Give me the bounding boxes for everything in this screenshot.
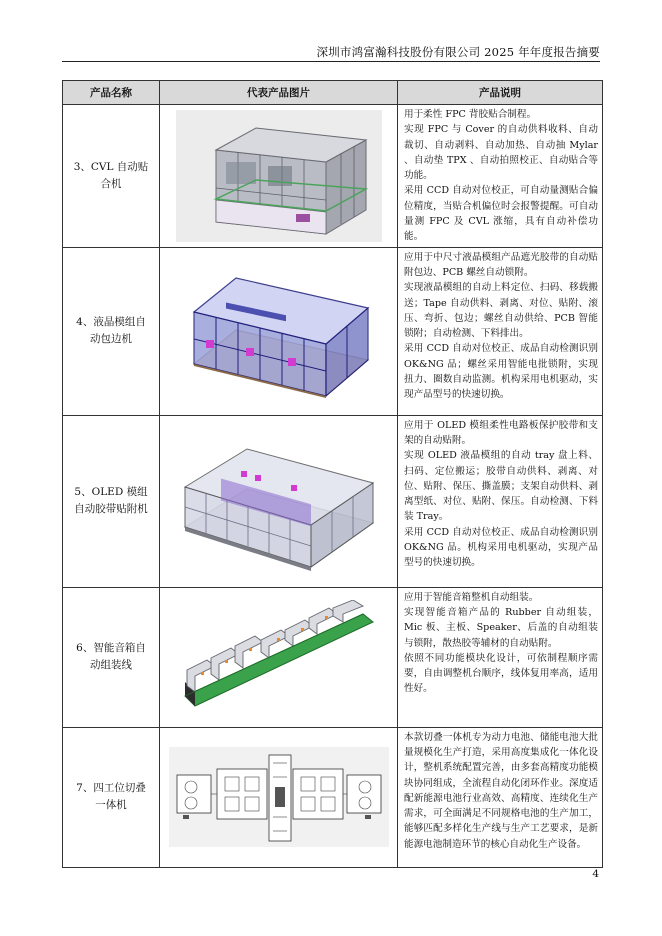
cutting-stacking-machine-image [169,747,389,847]
page-number: 4 [592,868,599,880]
description-paragraph: 应用于中尺寸液晶模组产品遮光胶带的自动贴附包边、PCB 螺丝自动锁附。 [404,251,598,278]
description-paragraph: 采用 CCD 自动对位校正，可自动量测贴合偏位精度，当贴合机偏位时会报警提醒。可自动量测 FPC 及 CVL 涨缩，具有自动补偿功能。 [404,185,598,243]
table-row [63,105,603,248]
description-paragraph: 用于柔性 FPC 背胶贴合制程。 [404,109,537,120]
description-paragraph: 应用于 OLED 模组柔性电路板保护胶带和支架的自动贴附。 [404,419,598,446]
product-name: 7、四工位切叠一体机 [63,727,160,867]
description-paragraph: 依照不同功能模块化设计，可依制程顺序需要，自由调整机台顺序，线体复用率高，适用性好。 [404,652,598,695]
description-paragraph: 采用 CCD 自动对位校正、成品自动检测识别 OK&NG 品。机构采用电机驱动，实现产品型号的快速切换。 [404,526,598,569]
speaker-line-image [181,600,377,714]
column-header-image: 代表产品图片 [160,81,398,105]
product-image-cell [160,105,398,248]
product-description [398,415,603,587]
description-paragraph: 采用 CCD 自动对位校正、成品自动检测识别 OK&NG 品；螺丝采用智能电批锁附，实现扭力、圈数自动监测。机构采用电机驱动，实现产品型号的快速切换。 [404,343,598,401]
table-row [63,415,603,587]
oled-machine-image [181,431,377,571]
description-paragraph: 本款切叠一体机专为动力电池、储能电池大批量规模化生产打造，采用高度集成化一体化设计，整机系统配置完善，由多套高精度功能模块协同组成，全流程自动化闭环作业。深度适配新能源电池行业高效、高精度、连续化生产需求，可全面满足不同规格电池的生产加工，能够匹配多样化生产线与生产工艺要求，是新能源电池制造环节的核心自动化生产设备。 [404,731,598,850]
column-header-description: 产品说明 [398,81,603,105]
description-paragraph: 实现液晶模组的自动上料定位、扫码、移载搬送；Tape 自动供料、剥离、对位、贴附、滚压、弯折、包边；螺丝自动供给、PCB 智能锁附；自动检测、下料排出。 [404,282,598,340]
table-header-row [63,81,603,105]
cvl-machine-image [176,110,382,242]
product-image-cell [160,415,398,587]
description-paragraph: 实现智能音箱产品的 Rubber 自动组装，Mic 板、主板、Speaker、后盖的自动组装与锁附，散热胶等辅材的自动贴附。 [404,606,598,649]
table-row [63,247,603,415]
description-paragraph: 应用于智能音箱整机自动组装。 [404,591,539,603]
product-name: 5、OLED 模组自动胶带贴附机 [63,415,160,587]
product-description [398,105,603,248]
product-description [398,727,603,867]
header-rule [62,61,600,62]
product-image-cell [160,247,398,415]
lcd-edge-machine-image [186,264,372,398]
table-row [63,587,603,727]
description-paragraph: 实现 FPC 与 Cover 的自动供料收料、自动裁切、自动剥料、自动加热、自动抽 Mylar 、自动垫 TPX 、自动拍照校正、自动贴合等功能。 [404,124,598,182]
product-image-cell [160,727,398,867]
product-name: 4、液晶模组自动包边机 [63,247,160,415]
description-paragraph: 实现 OLED 液晶模组的自动 tray 盘上料、扫码、定位搬运；胶带自动供料、剥离、对位、贴附、保压、撕盖膜；支架自动供料、剥离型纸、对位、贴附、保压。自动检测、下料装 Tray。 [404,450,598,523]
product-name: 3、CVL 自动贴合机 [63,105,160,248]
product-table [62,80,603,868]
product-image-cell [160,587,398,727]
product-description [398,587,603,727]
product-name: 6、智能音箱自动组装线 [63,587,160,727]
product-description [398,247,603,415]
report-header: 深圳市鸿富瀚科技股份有限公司 2025 年年度报告摘要 [316,45,600,59]
column-header-name: 产品名称 [63,81,160,105]
table-row [63,727,603,867]
